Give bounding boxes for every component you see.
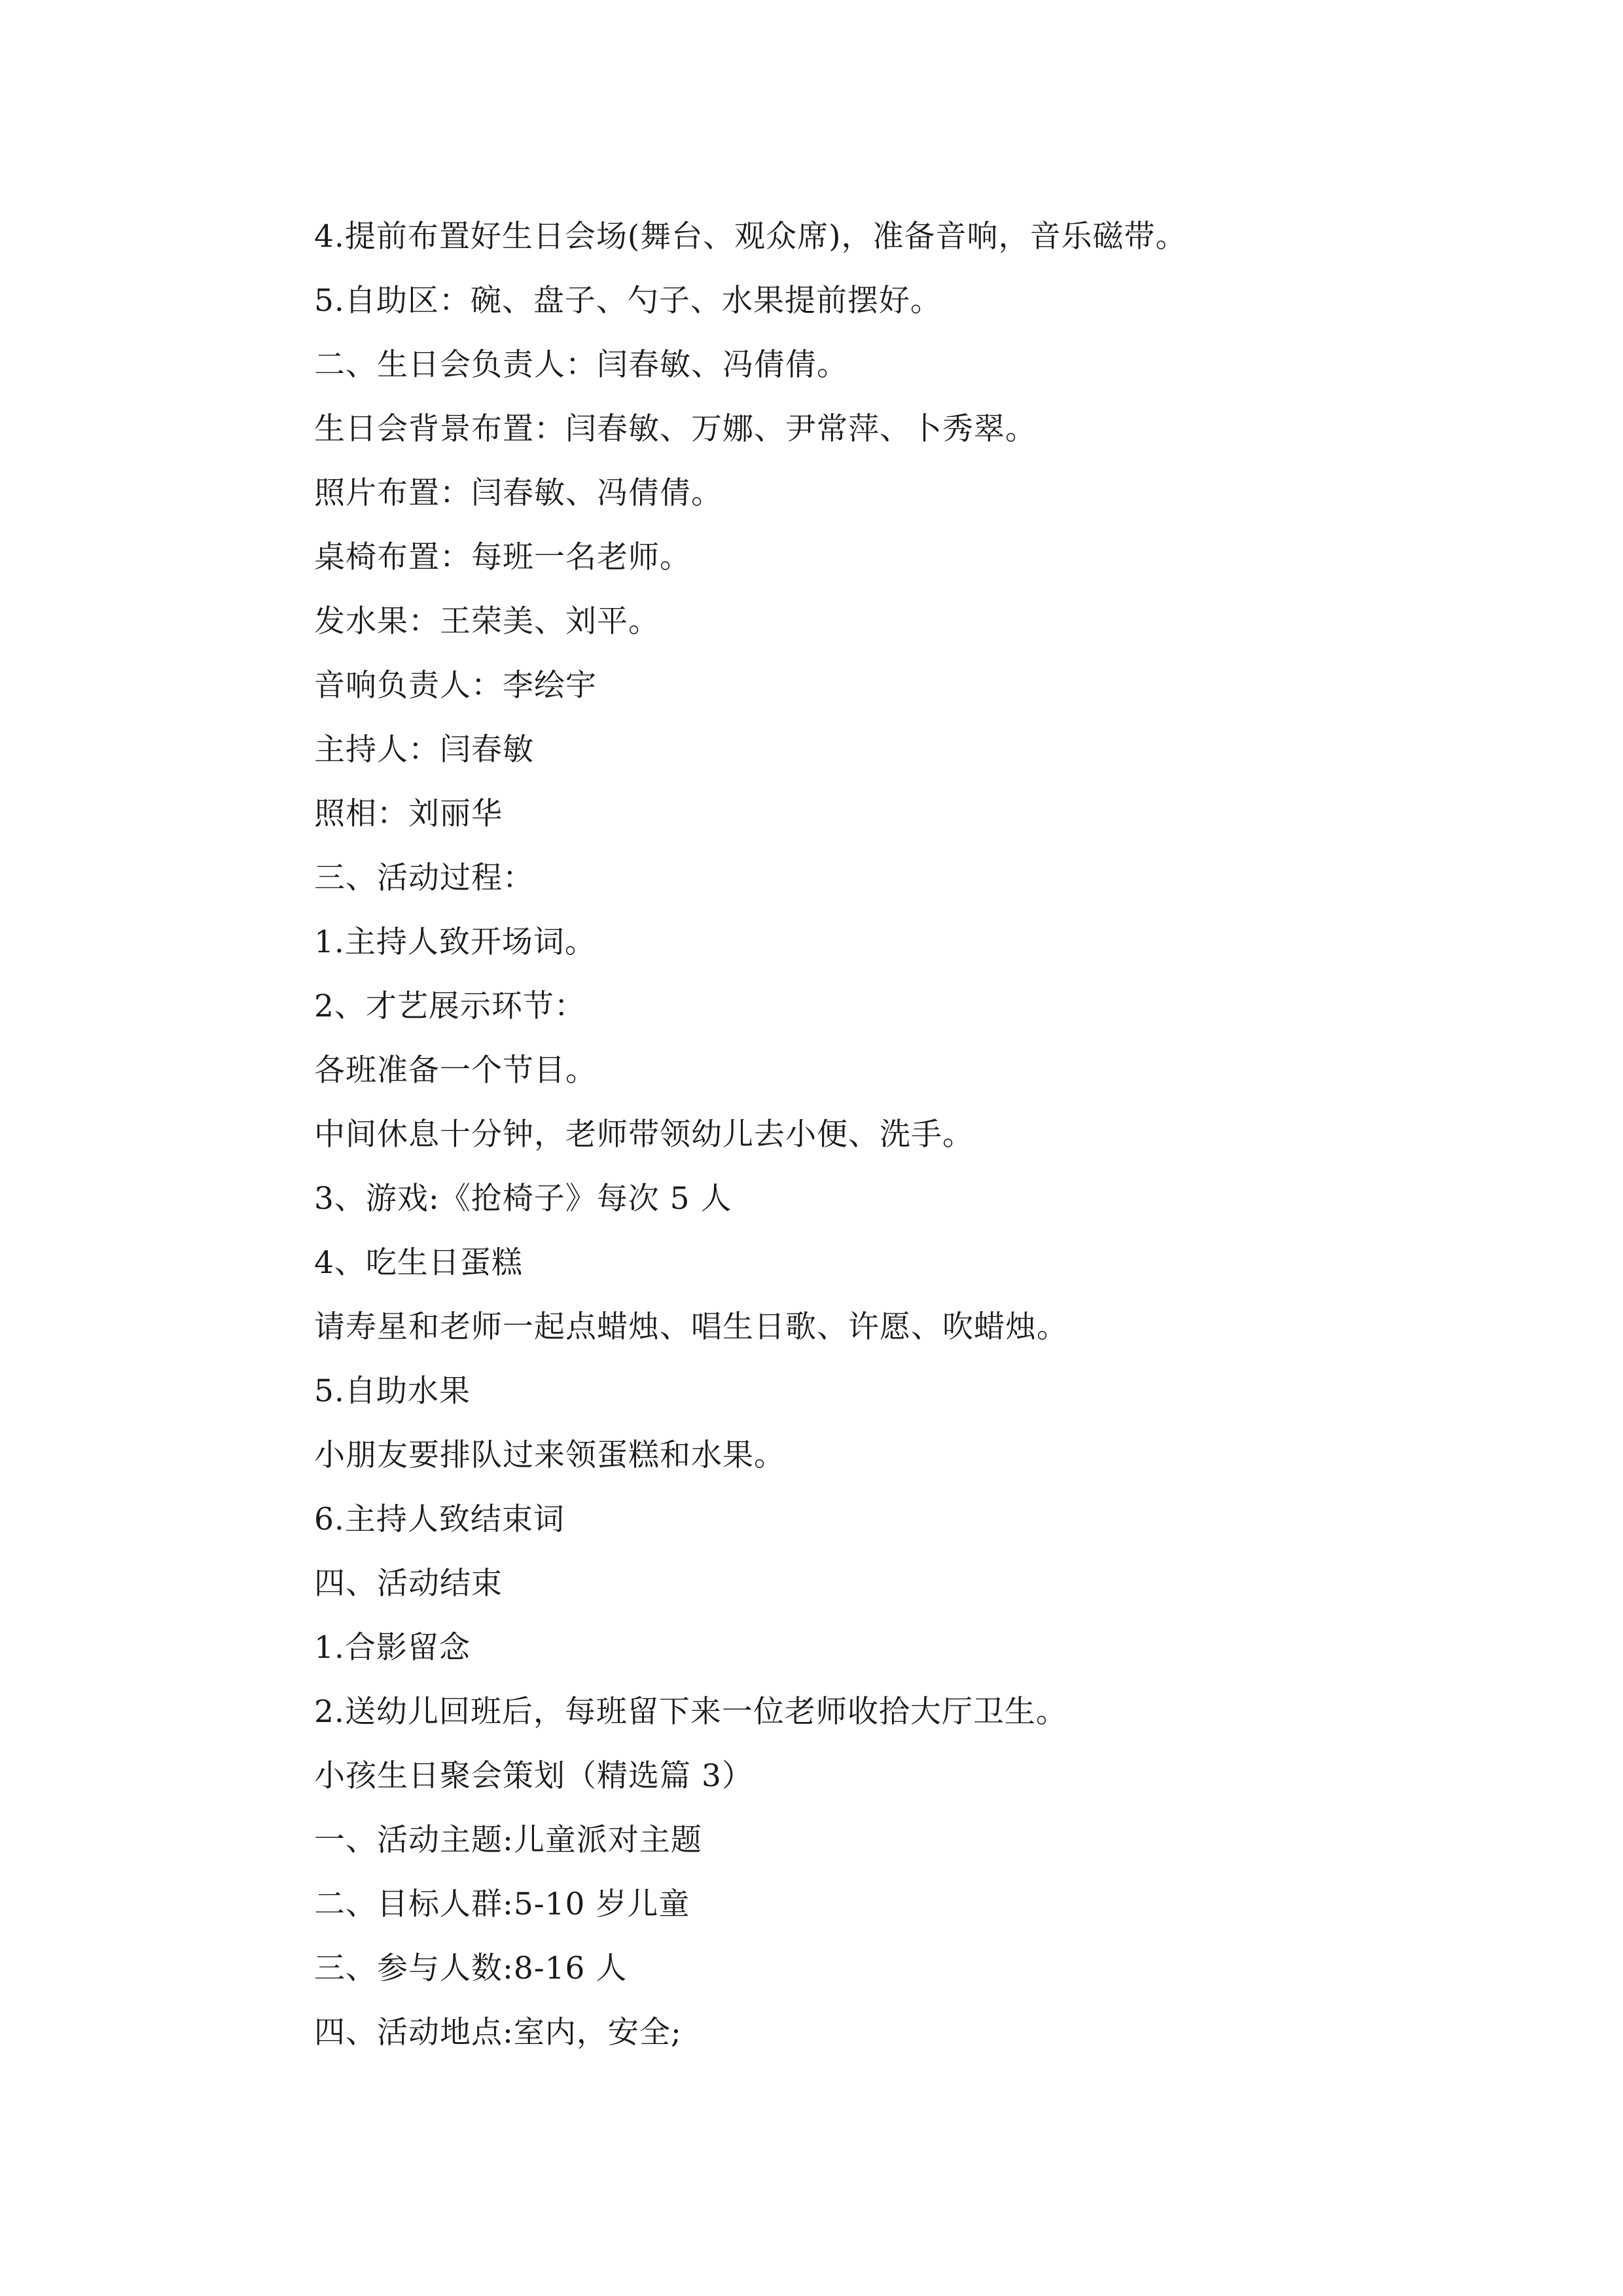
- text-line: 5.自助水果: [314, 1373, 471, 1409]
- section-heading: 四、活动地点:室内，安全;: [314, 2015, 682, 2051]
- text-line: 照片布置：闫春敏、冯倩倩。: [314, 475, 722, 511]
- text-line: 桌椅布置：每班一名老师。: [314, 539, 691, 575]
- section-heading: 三、活动过程：: [314, 860, 534, 896]
- text-line: 1.合影留念: [314, 1630, 471, 1666]
- section-heading: 二、生日会负责人：闫春敏、冯倩倩。: [314, 347, 848, 383]
- text-line: 4.提前布置好生日会场(舞台、观众席)，准备音响，音乐磁带。: [314, 219, 1187, 255]
- text-line: 5.自助区：碗、盘子、勺子、水果提前摆好。: [314, 283, 942, 319]
- document-body: [314, 205, 1427, 2065]
- text-line: 3、游戏:《抢椅子》每次 5 人: [314, 1181, 732, 1217]
- text-line: 6.主持人致结束词: [314, 1501, 565, 1537]
- text-line: 照相：刘丽华: [314, 796, 503, 832]
- section-heading: 四、活动结束: [314, 1566, 503, 1602]
- section-heading: 二、目标人群:5-10 岁儿童: [314, 1886, 690, 1922]
- text-line: 音响负责人：李绘宇: [314, 668, 597, 704]
- text-line: 发水果：王荣美、刘平。: [314, 603, 660, 639]
- section-heading: 三、参与人数:8-16 人: [314, 1950, 628, 1986]
- text-line: 各班准备一个节目。: [314, 1052, 597, 1088]
- text-line: 中间休息十分钟，老师带领幼儿去小便、洗手。: [314, 1117, 974, 1153]
- article-title: 小孩生日聚会策划（精选篇 3）: [314, 1758, 753, 1794]
- text-line: 小朋友要排队过来领蛋糕和水果。: [314, 1437, 785, 1473]
- text-line: 4、吃生日蛋糕: [314, 1245, 523, 1281]
- section-heading: 一、活动主题:儿童派对主题: [314, 1822, 702, 1858]
- text-line: 请寿星和老师一起点蜡烛、唱生日歌、许愿、吹蜡烛。: [314, 1309, 1068, 1345]
- text-line: 2.送幼儿回班后，每班留下来一位老师收拾大厅卫生。: [314, 1694, 1067, 1730]
- text-line: 1.主持人致开场词。: [314, 924, 596, 960]
- text-line: 主持人：闫春敏: [314, 732, 534, 768]
- text-line: 生日会背景布置：闫春敏、万娜、尹常萍、卜秀翠。: [314, 411, 1037, 447]
- text-line: 2、才艺展示环节：: [314, 988, 586, 1024]
